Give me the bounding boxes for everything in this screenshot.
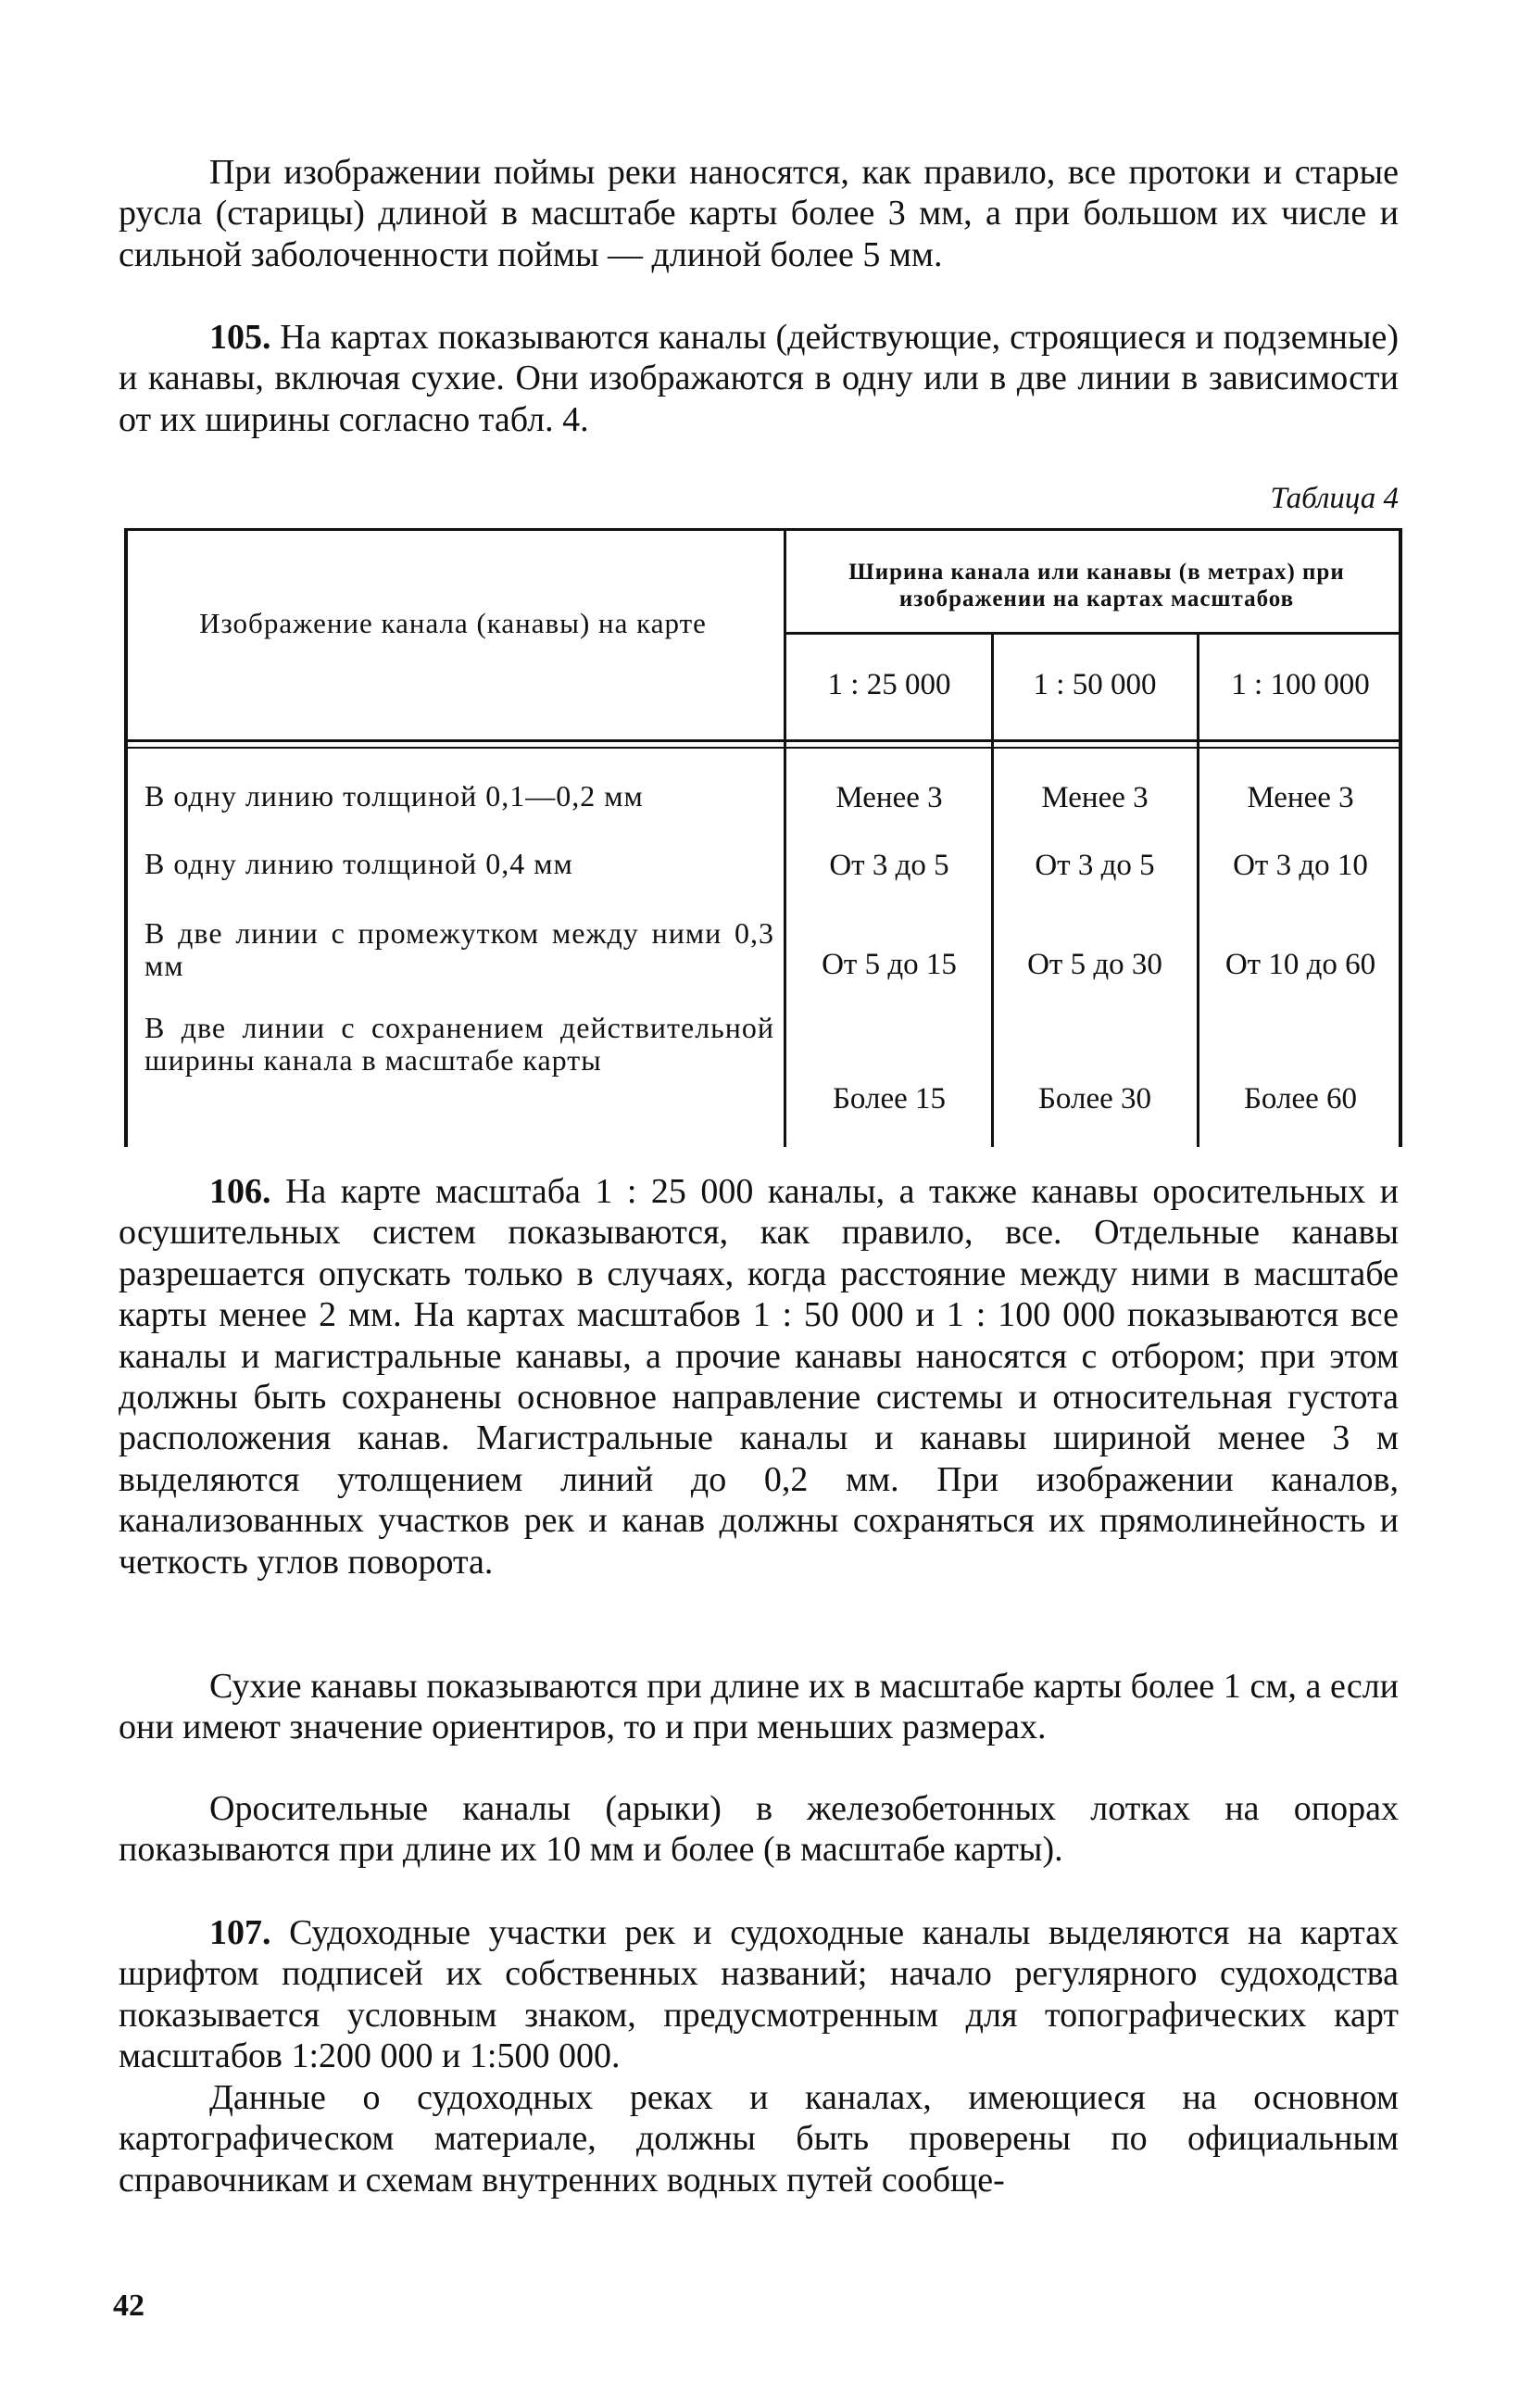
row-label: В две линии с сохранением действительной ширины канала в масштабе карты — [144, 1011, 774, 1077]
table-caption: Таблица 4 — [1270, 482, 1399, 515]
row-value: Более 60 — [1243, 1082, 1358, 1116]
row-value: Более 30 — [1037, 1082, 1152, 1116]
paragraph-navigation-data: Данные о судоходных реках и каналах, имеющиеся на основном картографическом материале, должны быть проверены по официальным справочникам и схемам внутренних водных путей сообще- — [119, 2078, 1399, 2200]
header-scale-25000: 1 : 25 000 — [827, 668, 951, 701]
row-label: В две линии с промежутком между ними 0,3 мм — [144, 916, 774, 982]
row-label: В одну линию толщиной 0,4 мм — [144, 847, 573, 880]
header-image-column: Изображение канала (канавы) на карте — [199, 607, 707, 639]
row-value: От 5 до 30 — [1027, 948, 1162, 981]
paragraph-floodplain: При изображении поймы реки наносятся, как правило, все протоки и старые русла (старицы) длиной в масштабе карты более 3 мм, а при большом их числе и сильной заболоченности поймы — длиной более 5 мм. — [119, 153, 1399, 274]
paragraph-text: На картах показываются каналы (действующие, строящиеся и подземные) и канавы, включая сухие. Они изображаются в одну или в две линии в зависимости от их ширины согласно табл. 4. — [119, 318, 1400, 439]
paragraph-106 — [119, 1171, 1399, 1582]
row-value: Более 15 — [832, 1082, 947, 1116]
paragraph-dry-ditches: Сухие канавы показываются при длине их в масштабе карты более 1 см, а если они имеют значение ориентиров, то и при меньших размерах. — [119, 1667, 1399, 1747]
header-width-group: Ширина канала или канавы (в метрах) при изображении на картах масштабов — [848, 560, 1345, 611]
paragraph-107 — [119, 1912, 1399, 2077]
row-value: От 3 до 5 — [1035, 849, 1155, 882]
row-value: От 5 до 15 — [822, 948, 957, 981]
table-4 — [124, 528, 1402, 1147]
row-label: В одну линию толщиной 0,1—0,2 мм — [144, 779, 644, 813]
row-value: От 3 до 10 — [1233, 849, 1368, 882]
paragraph-105 — [119, 317, 1399, 440]
paragraph-number: 106. — [209, 1172, 271, 1211]
paragraph-number: 107. — [209, 1913, 271, 1952]
paragraph-text: Судоходные участки рек и судоходные каналы выделяются на картах шрифтом подписей их собственных названий; начало регулярного судоходства показывается условным знаком, предусмотренным для топографических карт масштабов 1:200 000 и 1:500 000. — [119, 1913, 1399, 2076]
row-value: Менее 3 — [835, 781, 943, 814]
page-number: 42 — [113, 2288, 144, 2323]
paragraph-number: 105. — [209, 318, 271, 357]
header-scale-100000: 1 : 100 000 — [1231, 668, 1370, 701]
paragraph-text: На карте масштаба 1 : 25 000 каналы, а также канавы оросительных и осушительных систем показываются, как правило, все. Отдельные канавы разрешается опускать только в случаях, когда расстояние между ними в масштабе карты менее 2 мм. На картах масштабов 1 : 50 000 и 1 : 100 000 показываются все каналы и магистральные канавы, а прочие канавы наносятся с отбором; при этом должны быть сохранены основное направление системы и относительная густота расположения канав. Магистральные каналы и канавы шириной менее 3 м выделяются утолщением линий до 0,2 мм. При изображении каналов, канализованных участков рек и канав должны сохраняться их прямолинейность и четкость углов поворота. — [119, 1172, 1399, 1582]
row-value: Менее 3 — [1247, 781, 1354, 814]
header-scale-50000: 1 : 50 000 — [1033, 668, 1157, 701]
row-value: От 3 до 5 — [829, 849, 949, 882]
paragraph-irrigation: Оросительные каналы (арыки) в железобетонных лотках на опорах показываются при длине их 10 мм и более (в масштабе карты). — [119, 1789, 1399, 1870]
row-value: Менее 3 — [1041, 781, 1149, 814]
row-value: От 10 до 60 — [1224, 948, 1376, 981]
